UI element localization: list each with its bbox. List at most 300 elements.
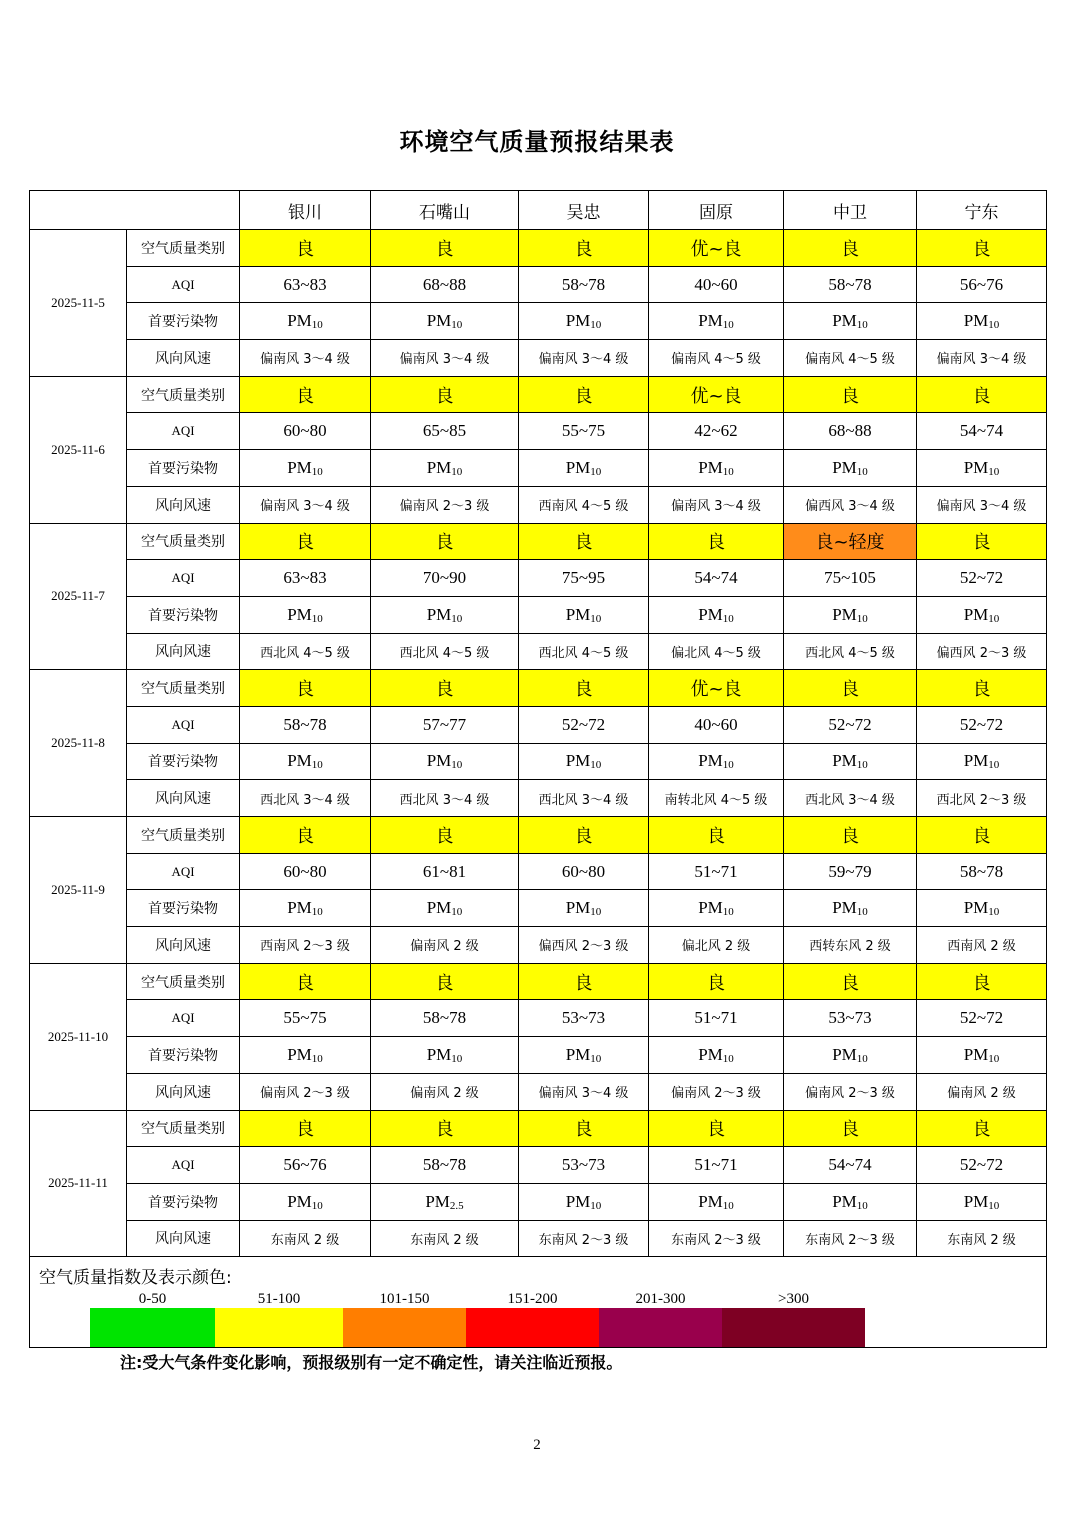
wind-cell: 偏南风 3～4 级 — [519, 1073, 649, 1110]
wind-cell: 偏南风 3～4 级 — [519, 340, 649, 377]
wind-cell: 东南风 2～3 级 — [784, 1220, 917, 1257]
row-label-pollutant: 首要污染物 — [127, 890, 240, 927]
aqi-cell: 68~88 — [784, 413, 917, 450]
category-cell: 良 — [917, 963, 1047, 1000]
row-label-wind: 风向风速 — [127, 633, 240, 670]
legend-color-bar — [90, 1308, 865, 1347]
category-cell: 良 — [371, 670, 519, 707]
row-label-aqi: AQI — [127, 413, 240, 450]
aqi-cell: 60~80 — [240, 413, 371, 450]
wind-cell: 偏西风 3～4 级 — [784, 486, 917, 523]
pollutant-base: PM — [963, 1191, 989, 1211]
category-cell: 良 — [240, 963, 371, 1000]
aqi-row — [30, 1147, 1047, 1184]
aqi-cell: 65~85 — [371, 413, 519, 450]
pollutant-cell — [240, 596, 371, 633]
pollutant-base: PM — [832, 751, 857, 771]
legend-row — [30, 1257, 1047, 1348]
wind-cell: 偏南风 4～5 级 — [649, 340, 784, 377]
category-cell: 良 — [917, 817, 1047, 854]
city-header: 银川 — [240, 191, 371, 230]
pollutant-cell — [240, 743, 371, 780]
aqi-cell: 51~71 — [649, 1000, 784, 1037]
wind-cell: 西南风 2～3 级 — [240, 927, 371, 964]
forecast-table — [29, 190, 1047, 1348]
row-label-wind: 风向风速 — [127, 1220, 240, 1257]
legend-range-label: 0-50 — [138, 1291, 167, 1308]
pollutant-base: PM — [565, 311, 591, 331]
wind-cell: 偏南风 3～4 级 — [371, 340, 519, 377]
forecast-date: 2025-11-5 — [30, 230, 127, 377]
aqi-cell: 57~77 — [371, 706, 519, 743]
wind-row — [30, 486, 1047, 523]
aqi-cell: 54~74 — [784, 1147, 917, 1184]
category-cell: 良 — [371, 1110, 519, 1147]
wind-cell: 西南风 4～5 级 — [519, 486, 649, 523]
category-cell: 良 — [917, 670, 1047, 707]
pollutant-subscript: 10 — [988, 319, 1000, 332]
aqi-cell: 60~80 — [519, 853, 649, 890]
pollutant-subscript: 10 — [856, 1199, 868, 1212]
pollutant-base: PM — [832, 311, 857, 331]
aqi-cell: 75~105 — [784, 560, 917, 597]
wind-cell: 西北风 4～5 级 — [519, 633, 649, 670]
pollutant-base: PM — [287, 311, 312, 331]
category-cell: 良 — [519, 376, 649, 413]
wind-cell: 西北风 2～3 级 — [917, 780, 1047, 817]
pollutant-cell — [519, 1037, 649, 1074]
category-cell: 优~良 — [649, 670, 784, 707]
aqi-cell: 40~60 — [649, 266, 784, 303]
aqi-cell: 53~73 — [784, 1000, 917, 1037]
pollutant-cell — [371, 303, 519, 340]
pollutant-cell — [917, 450, 1047, 487]
city-header: 宁东 — [917, 191, 1047, 230]
category-cell: 良 — [240, 523, 371, 560]
category-cell: 良 — [519, 817, 649, 854]
row-label-pollutant: 首要污染物 — [127, 743, 240, 780]
pollutant-base: PM — [963, 457, 989, 477]
pollutant-base: PM — [287, 751, 312, 771]
wind-cell: 偏西风 2～3 级 — [519, 927, 649, 964]
pollutant-subscript: 10 — [856, 759, 868, 772]
aqi-cell: 54~74 — [917, 413, 1047, 450]
aqi-cell: 55~75 — [519, 413, 649, 450]
aqi-cell: 42~62 — [649, 413, 784, 450]
pollutant-subscript: 10 — [988, 612, 1000, 625]
category-cell: 良 — [917, 230, 1047, 267]
pollutant-subscript: 10 — [590, 1199, 602, 1212]
row-label-wind: 风向风速 — [127, 340, 240, 377]
aqi-cell: 58~78 — [917, 853, 1047, 890]
category-cell: 良 — [371, 230, 519, 267]
category-cell: 良 — [784, 817, 917, 854]
legend-range-label: 51-100 — [257, 1291, 301, 1308]
wind-cell: 偏南风 2～3 级 — [784, 1073, 917, 1110]
wind-row — [30, 1073, 1047, 1110]
pollutant-subscript: 10 — [451, 465, 463, 478]
pollutant-cell — [917, 596, 1047, 633]
wind-cell: 偏南风 2～3 级 — [371, 486, 519, 523]
row-label-wind: 风向风速 — [127, 486, 240, 523]
category-cell: 良 — [371, 523, 519, 560]
pollutant-base: PM — [698, 1191, 723, 1211]
forecast-date: 2025-11-11 — [30, 1110, 127, 1257]
legend-swatch — [599, 1308, 722, 1347]
pollutant-subscript: 10 — [988, 906, 1000, 919]
pollutant-cell — [649, 743, 784, 780]
pollutant-base: PM — [832, 1044, 857, 1064]
pollutant-base: PM — [963, 311, 989, 331]
pollutant-cell — [917, 1037, 1047, 1074]
city-header: 固原 — [649, 191, 784, 230]
category-cell: 良 — [240, 670, 371, 707]
pollutant-cell — [519, 743, 649, 780]
category-cell: 良 — [784, 963, 917, 1000]
aqi-cell: 61~81 — [371, 853, 519, 890]
row-label-aqi: AQI — [127, 560, 240, 597]
wind-cell: 偏南风 3～4 级 — [917, 486, 1047, 523]
city-header: 中卫 — [784, 191, 917, 230]
row-label-wind: 风向风速 — [127, 1073, 240, 1110]
row-label-pollutant: 首要污染物 — [127, 1183, 240, 1220]
aqi-row — [30, 1000, 1047, 1037]
category-cell: 良 — [784, 376, 917, 413]
category-row — [30, 376, 1047, 413]
legend-labels — [90, 1291, 926, 1309]
pollutant-subscript: 10 — [856, 906, 868, 919]
category-cell: 良 — [240, 376, 371, 413]
wind-row — [30, 927, 1047, 964]
pollutant-base: PM — [565, 604, 591, 624]
wind-cell: 偏南风 3～4 级 — [917, 340, 1047, 377]
pollutant-subscript: 10 — [722, 319, 734, 332]
row-label-category: 空气质量类别 — [127, 1110, 240, 1147]
pollutant-subscript: 10 — [722, 906, 734, 919]
pollutant-subscript: 10 — [722, 612, 734, 625]
wind-cell: 南转北风 4～5 级 — [649, 780, 784, 817]
category-cell: 良~轻度 — [784, 523, 917, 560]
pollutant-row — [30, 450, 1047, 487]
aqi-cell: 75~95 — [519, 560, 649, 597]
legend-range-label: 201-300 — [635, 1291, 686, 1308]
category-cell: 良 — [371, 817, 519, 854]
wind-cell: 东南风 2～3 级 — [519, 1220, 649, 1257]
row-label-category: 空气质量类别 — [127, 817, 240, 854]
category-cell: 良 — [917, 1110, 1047, 1147]
category-cell: 良 — [784, 670, 917, 707]
pollutant-cell — [240, 303, 371, 340]
pollutant-base: PM — [963, 751, 989, 771]
aqi-cell: 59~79 — [784, 853, 917, 890]
pollutant-subscript: 10 — [722, 1052, 734, 1065]
wind-cell: 东南风 2～3 级 — [649, 1220, 784, 1257]
legend-title: 空气质量指数及表示颜色: — [39, 1268, 232, 1289]
forecast-date: 2025-11-7 — [30, 523, 127, 670]
pollutant-cell — [784, 1183, 917, 1220]
category-cell: 良 — [784, 1110, 917, 1147]
category-cell: 良 — [649, 963, 784, 1000]
wind-cell: 西北风 3～4 级 — [371, 780, 519, 817]
wind-cell: 西北风 4～5 级 — [240, 633, 371, 670]
category-cell: 优~良 — [649, 376, 784, 413]
pollutant-base: PM — [832, 604, 857, 624]
pollutant-cell — [784, 1037, 917, 1074]
pollutant-cell — [649, 450, 784, 487]
category-cell: 良 — [519, 670, 649, 707]
pollutant-subscript: 10 — [590, 906, 602, 919]
pollutant-row — [30, 1183, 1047, 1220]
pollutant-subscript: 10 — [856, 1052, 868, 1065]
pollutant-base: PM — [698, 457, 723, 477]
aqi-cell: 52~72 — [917, 560, 1047, 597]
wind-cell: 偏南风 2 级 — [371, 927, 519, 964]
aqi-row — [30, 706, 1047, 743]
wind-cell: 偏南风 2～3 级 — [240, 1073, 371, 1110]
pollutant-base: PM — [832, 1191, 857, 1211]
pollutant-base: PM — [425, 1191, 450, 1211]
forecast-date: 2025-11-8 — [30, 670, 127, 817]
pollutant-cell — [519, 890, 649, 927]
aqi-cell: 55~75 — [240, 1000, 371, 1037]
pollutant-subscript: 10 — [311, 319, 323, 332]
row-label-category: 空气质量类别 — [127, 963, 240, 1000]
pollutant-subscript: 10 — [311, 1199, 323, 1212]
pollutant-cell — [784, 596, 917, 633]
aqi-cell: 56~76 — [917, 266, 1047, 303]
category-cell: 良 — [917, 376, 1047, 413]
category-cell: 良 — [240, 817, 371, 854]
wind-row — [30, 1220, 1047, 1257]
category-cell: 良 — [784, 230, 917, 267]
pollutant-cell — [371, 1183, 519, 1220]
pollutant-subscript: 10 — [722, 465, 734, 478]
pollutant-row — [30, 303, 1047, 340]
pollutant-base: PM — [698, 311, 723, 331]
forecast-note: 注:受大气条件变化影响，预报级别有一定不确定性，请关注临近预报。 — [120, 1353, 623, 1372]
page-title: 环境空气质量预报结果表 — [399, 128, 675, 156]
wind-cell: 西南风 2 级 — [917, 927, 1047, 964]
pollutant-subscript: 10 — [451, 319, 463, 332]
pollutant-cell — [649, 303, 784, 340]
row-label-wind: 风向风速 — [127, 927, 240, 964]
aqi-row — [30, 413, 1047, 450]
pollutant-base: PM — [565, 751, 591, 771]
pollutant-cell — [649, 1183, 784, 1220]
pollutant-subscript: 10 — [311, 906, 323, 919]
pollutant-subscript: 10 — [988, 465, 1000, 478]
pollutant-subscript: 2.5 — [449, 1199, 464, 1212]
pollutant-subscript: 10 — [311, 1052, 323, 1065]
pollutant-base: PM — [698, 898, 723, 918]
aqi-row — [30, 266, 1047, 303]
aqi-cell: 40~60 — [649, 706, 784, 743]
wind-cell: 西北风 4～5 级 — [784, 633, 917, 670]
aqi-row — [30, 853, 1047, 890]
pollutant-cell — [649, 1037, 784, 1074]
wind-row — [30, 340, 1047, 377]
pollutant-cell — [784, 890, 917, 927]
forecast-date: 2025-11-6 — [30, 376, 127, 523]
wind-cell: 东南风 2 级 — [371, 1220, 519, 1257]
pollutant-subscript: 10 — [451, 906, 463, 919]
pollutant-base: PM — [565, 457, 591, 477]
category-cell: 良 — [371, 376, 519, 413]
wind-cell: 偏西风 2～3 级 — [917, 633, 1047, 670]
wind-cell: 偏北风 2 级 — [649, 927, 784, 964]
aqi-cell: 68~88 — [371, 266, 519, 303]
pollutant-subscript: 10 — [590, 319, 602, 332]
aqi-cell: 54~74 — [649, 560, 784, 597]
pollutant-cell — [240, 450, 371, 487]
row-label-pollutant: 首要污染物 — [127, 303, 240, 340]
row-label-aqi: AQI — [127, 1000, 240, 1037]
aqi-cell: 53~73 — [519, 1147, 649, 1184]
category-cell: 优~良 — [649, 230, 784, 267]
legend-range-label: 151-200 — [507, 1291, 558, 1308]
pollutant-base: PM — [287, 604, 312, 624]
aqi-cell: 58~78 — [371, 1147, 519, 1184]
pollutant-subscript: 10 — [590, 465, 602, 478]
category-cell: 良 — [519, 1110, 649, 1147]
wind-cell: 偏北风 4～5 级 — [649, 633, 784, 670]
category-cell: 良 — [649, 523, 784, 560]
pollutant-cell — [784, 450, 917, 487]
wind-cell: 东南风 2 级 — [240, 1220, 371, 1257]
row-label-aqi: AQI — [127, 706, 240, 743]
wind-cell: 西北风 3～4 级 — [784, 780, 917, 817]
pollutant-cell — [784, 743, 917, 780]
pollutant-base: PM — [426, 751, 452, 771]
page-number: 2 — [533, 1437, 541, 1453]
aqi-cell: 60~80 — [240, 853, 371, 890]
pollutant-cell — [519, 1183, 649, 1220]
pollutant-cell — [519, 303, 649, 340]
pollutant-cell — [917, 303, 1047, 340]
header-row — [30, 191, 1047, 230]
pollutant-cell — [917, 890, 1047, 927]
category-row — [30, 523, 1047, 560]
category-cell: 良 — [917, 523, 1047, 560]
category-cell: 良 — [519, 523, 649, 560]
pollutant-cell — [649, 890, 784, 927]
legend-range-label: 101-150 — [379, 1291, 430, 1308]
category-cell: 良 — [240, 1110, 371, 1147]
pollutant-subscript: 10 — [311, 465, 323, 478]
row-label-pollutant: 首要污染物 — [127, 1037, 240, 1074]
pollutant-subscript: 10 — [590, 1052, 602, 1065]
pollutant-base: PM — [832, 457, 857, 477]
pollutant-base: PM — [963, 1044, 989, 1064]
header-corner — [30, 191, 240, 230]
wind-cell: 偏南风 3～4 级 — [240, 486, 371, 523]
pollutant-subscript: 10 — [451, 759, 463, 772]
category-cell: 良 — [371, 963, 519, 1000]
legend-swatch — [90, 1308, 215, 1347]
category-cell: 良 — [649, 817, 784, 854]
pollutant-row — [30, 596, 1047, 633]
pollutant-cell — [649, 596, 784, 633]
pollutant-base: PM — [287, 1191, 312, 1211]
row-label-aqi: AQI — [127, 853, 240, 890]
pollutant-subscript: 10 — [856, 319, 868, 332]
pollutant-subscript: 10 — [722, 759, 734, 772]
pollutant-base: PM — [426, 1044, 452, 1064]
legend-swatch — [343, 1308, 466, 1347]
legend-swatch — [722, 1308, 865, 1347]
pollutant-subscript: 10 — [590, 759, 602, 772]
category-cell: 良 — [240, 230, 371, 267]
pollutant-row — [30, 743, 1047, 780]
pollutant-subscript: 10 — [988, 759, 1000, 772]
aqi-cell: 58~78 — [371, 1000, 519, 1037]
legend-range-label: >300 — [778, 1291, 809, 1308]
row-label-pollutant: 首要污染物 — [127, 450, 240, 487]
pollutant-subscript: 10 — [311, 759, 323, 772]
wind-cell: 偏南风 2 级 — [371, 1073, 519, 1110]
pollutant-cell — [917, 743, 1047, 780]
category-cell: 良 — [519, 230, 649, 267]
forecast-date: 2025-11-10 — [30, 963, 127, 1110]
pollutant-base: PM — [287, 1044, 312, 1064]
pollutant-subscript: 10 — [856, 612, 868, 625]
pollutant-base: PM — [698, 1044, 723, 1064]
aqi-cell: 63~83 — [240, 266, 371, 303]
pollutant-subscript: 10 — [451, 612, 463, 625]
pollutant-cell — [371, 890, 519, 927]
pollutant-base: PM — [963, 604, 989, 624]
aqi-row — [30, 560, 1047, 597]
aqi-cell: 52~72 — [519, 706, 649, 743]
wind-cell: 西北风 3～4 级 — [240, 780, 371, 817]
category-row — [30, 1110, 1047, 1147]
wind-cell: 偏南风 3～4 级 — [240, 340, 371, 377]
pollutant-subscript: 10 — [311, 612, 323, 625]
pollutant-subscript: 10 — [856, 465, 868, 478]
row-label-category: 空气质量类别 — [127, 376, 240, 413]
aqi-legend — [30, 1257, 1047, 1348]
pollutant-cell — [784, 303, 917, 340]
pollutant-cell — [371, 743, 519, 780]
category-row — [30, 963, 1047, 1000]
aqi-cell: 56~76 — [240, 1147, 371, 1184]
row-label-category: 空气质量类别 — [127, 230, 240, 267]
category-cell: 良 — [519, 963, 649, 1000]
pollutant-base: PM — [426, 457, 452, 477]
pollutant-cell — [240, 1037, 371, 1074]
wind-cell: 偏南风 3～4 级 — [649, 486, 784, 523]
aqi-cell: 52~72 — [917, 1000, 1047, 1037]
aqi-cell: 53~73 — [519, 1000, 649, 1037]
pollutant-cell — [917, 1183, 1047, 1220]
category-cell: 良 — [649, 1110, 784, 1147]
pollutant-cell — [519, 450, 649, 487]
city-header: 石嘴山 — [371, 191, 519, 230]
wind-cell: 偏南风 2 级 — [917, 1073, 1047, 1110]
row-label-category: 空气质量类别 — [127, 670, 240, 707]
pollutant-subscript: 10 — [590, 612, 602, 625]
aqi-cell: 70~90 — [371, 560, 519, 597]
aqi-cell: 63~83 — [240, 560, 371, 597]
aqi-cell: 58~78 — [519, 266, 649, 303]
aqi-cell: 51~71 — [649, 1147, 784, 1184]
row-label-aqi: AQI — [127, 1147, 240, 1184]
aqi-cell: 52~72 — [917, 706, 1047, 743]
row-label-aqi: AQI — [127, 266, 240, 303]
wind-cell: 偏南风 4～5 级 — [784, 340, 917, 377]
pollutant-cell — [240, 890, 371, 927]
pollutant-base: PM — [426, 311, 452, 331]
